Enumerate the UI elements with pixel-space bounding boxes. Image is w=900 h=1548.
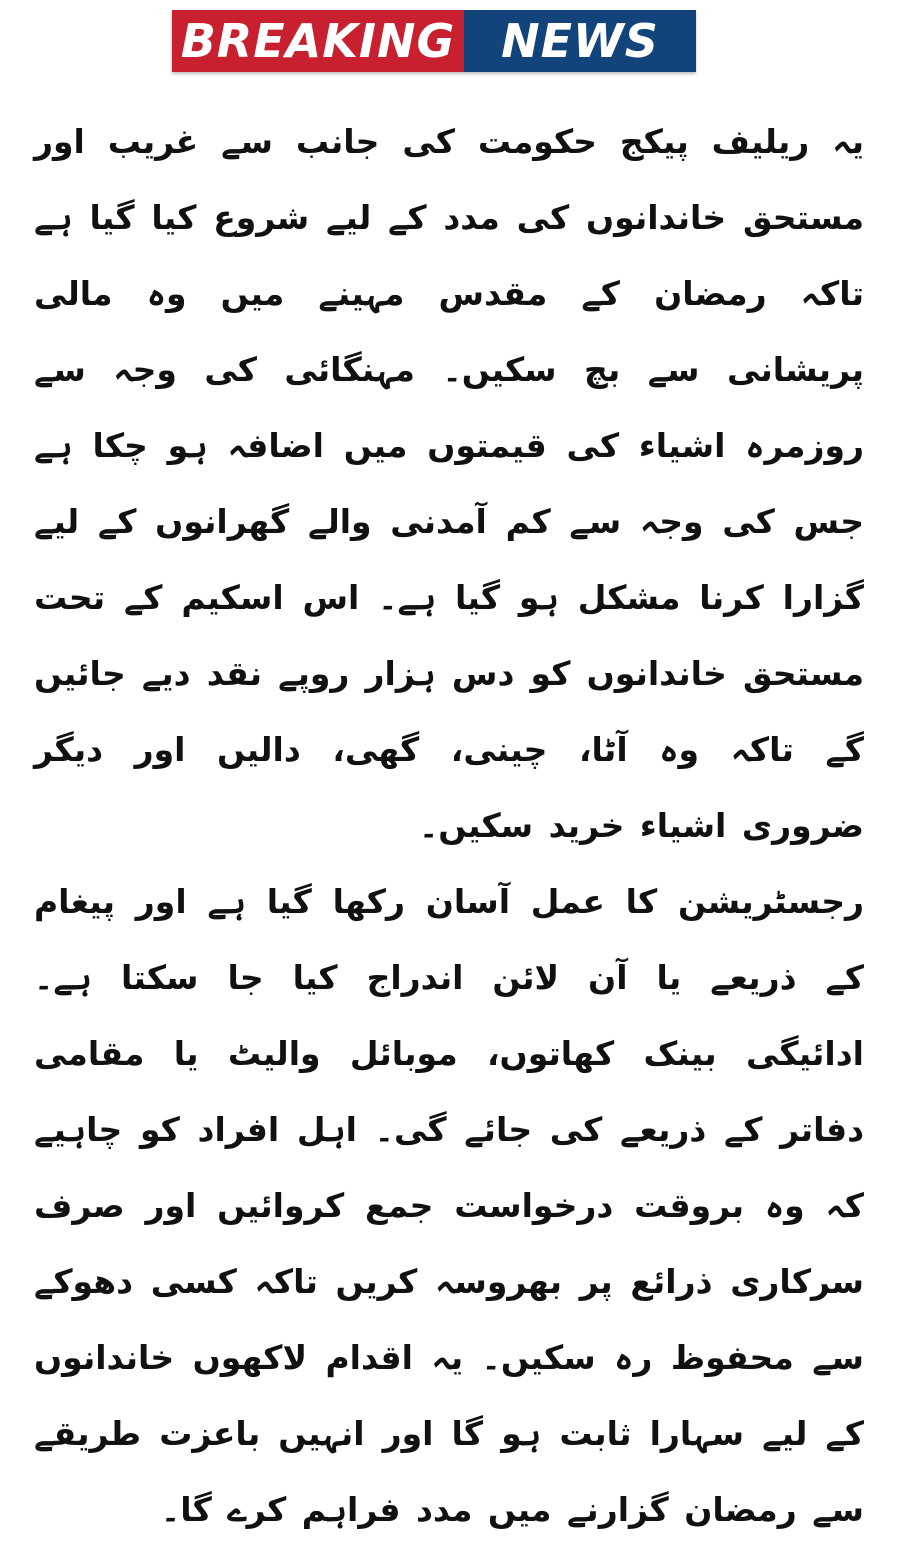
breaking-news-banner xyxy=(172,10,696,72)
banner-red-block xyxy=(172,10,464,72)
banner-breaking-text: BREAKING xyxy=(180,14,456,68)
article-paragraph-2: رجسٹریشن کا عمل آسان رکھا گیا ہے اور پیغام کے ذریعے یا آن لائن اندراج کیا جا سکتا ہے۔ ادائیگی بینک کھاتوں، موبائل والیٹ یا مقامی دفاتر کے ذریعے کی جائے گی۔ اہل افراد کو چاہیے کہ وہ بروقت درخواست جمع کروائیں اور صرف سرکاری ذرائع پر بھروسہ کریں تاکہ کسی دھوکے سے محفوظ رہ سکیں۔ یہ اقدام لاکھوں خاندانوں کے لیے سہارا ثابت ہو گا اور انہیں باعزت طریقے سے رمضان گزارنے میں مدد فراہم کرے گا۔ xyxy=(34,882,864,1529)
banner-blue-block xyxy=(464,10,696,72)
banner-news-text: NEWS xyxy=(501,14,659,68)
article-body xyxy=(34,104,864,1548)
article-paragraph-1: یہ ریلیف پیکج حکومت کی جانب سے غریب اور مستحق خاندانوں کی مدد کے لیے شروع کیا گیا ہے تاکہ رمضان کے مقدس مہینے میں وہ مالی پریشانی سے بچ سکیں۔ مہنگائی کی وجہ سے روزمرہ اشیاء کی قیمتوں میں اضافہ ہو چکا ہے جس کی وجہ سے کم آمدنی والے گھرانوں کے لیے گزارا کرنا مشکل ہو گیا ہے۔ اس اسکیم کے تحت مستحق خاندانوں کو دس ہزار روپے نقد دیے جائیں گے تاکہ وہ آٹا، چینی، گھی، دالیں اور دیگر ضروری اشیاء خرید سکیں۔ xyxy=(34,122,864,845)
